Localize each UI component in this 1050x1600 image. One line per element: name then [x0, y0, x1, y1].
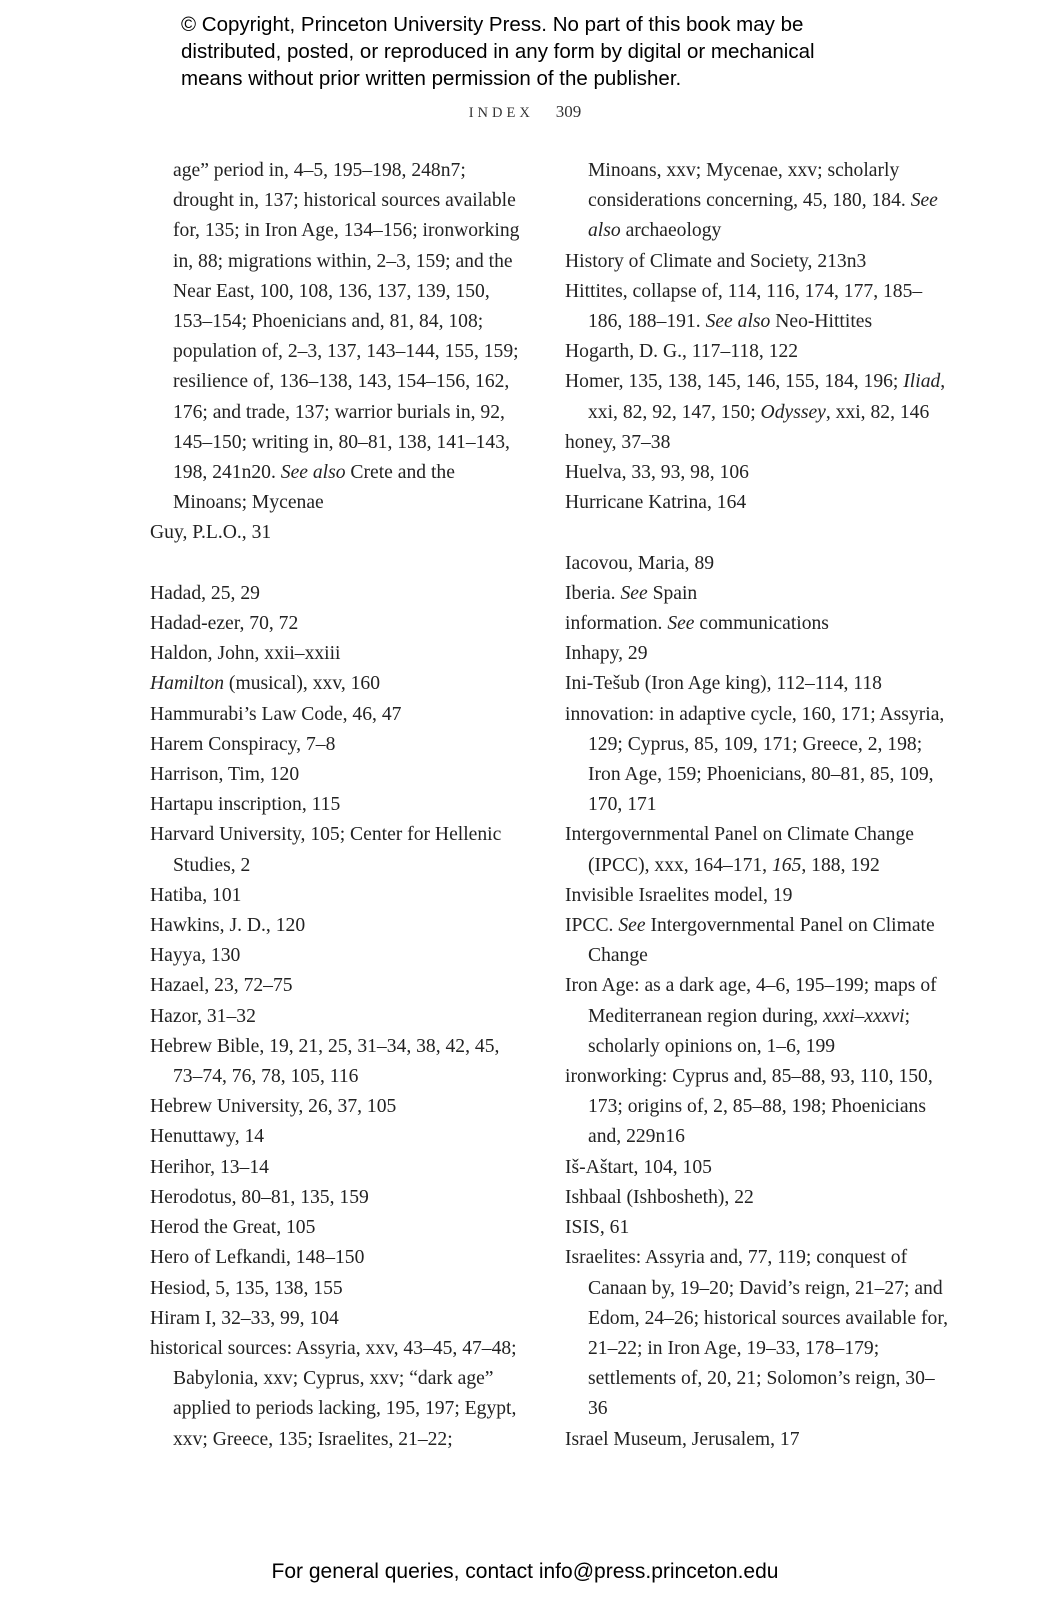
index-entry: Hammurabi’s Law Code, 46, 47 [150, 703, 402, 725]
index-entry: Hazor, 31–32 [150, 1005, 256, 1027]
index-entry: History of Climate and Society, 213n3 [565, 250, 867, 272]
index-entry: information. See communications [565, 613, 829, 635]
index-entry: Israelites: Assyria and, 77, 119; conquest of Canaan by, 19–20; David’s reign, 21–27; and Edom, 24–26; historical sources available for, 21–22; in Iron Age, 19–33, 178–179; settlements of, 20, 21; Solomon’s reign, 30–36 [565, 1247, 948, 1420]
index-entry: Hadad, 25, 29 [150, 582, 260, 604]
index-entry: Homer, 135, 138, 145, 146, 155, 184, 196; Iliad, xxi, 82, 92, 147, 150; Odyssey, xxi, 82, 146 [565, 371, 946, 423]
index-entry: Hittites, collapse of, 114, 116, 174, 177, 185–186, 188–191. See also Neo-Hittites [565, 280, 923, 333]
index-entry: Hero of Lefkandi, 148–150 [150, 1247, 365, 1269]
copyright-line: © Copyright, Princeton University Press. No part of this book may be [181, 13, 804, 36]
index-column-left [150, 156, 530, 1455]
index-entry: Ini-Tešub (Iron Age king), 112–114, 118 [565, 673, 882, 695]
index-entry: Hayya, 130 [150, 945, 241, 967]
index-entry: Harem Conspiracy, 7–8 [150, 733, 336, 755]
index-entry: Haldon, John, xxii–xxiii [150, 643, 341, 665]
copyright-notice [181, 11, 901, 92]
index-entry: Harrison, Tim, 120 [150, 764, 300, 786]
index-entry: ISIS, 61 [565, 1217, 630, 1239]
index-entry: ironworking: Cyprus and, 85–88, 93, 110, 150, 173; origins of, 2, 85–88, 198; Phoenicians and, 229n16 [565, 1066, 933, 1148]
index-entry: Henuttawy, 14 [150, 1126, 265, 1148]
index-entry: Guy, P.L.O., 31 [150, 522, 272, 544]
index-entry: Huelva, 33, 93, 98, 106 [565, 462, 749, 484]
index-entry: Hazael, 23, 72–75 [150, 975, 293, 997]
index-entry: Hadad-ezer, 70, 72 [150, 613, 299, 635]
letter-gap [565, 518, 950, 548]
index-entry: historical sources: Assyria, xxv, 43–45, 47–48; Babylonia, xxv; Cyprus, xxv; “dark age” applied to periods lacking, 195, 197; Egypt, xxv; Greece, 135; Israelites, 21–22; [150, 1337, 517, 1450]
index-entry: Hebrew University, 26, 37, 105 [150, 1096, 397, 1118]
index-entry-continuation: age” period in, 4–5, 195–198, 248n7; drought in, 137; historical sources available for, 135; in Iron Age, 134–156; ironworking in, 88; migrations within, 2–3, 159; and the Near East, 100, 108, 136, 137, 139, 150, 153–154; Phoenicians and, 81, 84, 108; population of, 2–3, 137, 143–144, 155, 159; resilience of, 136–138, 143, 154–156, 162, 176; and trade, 137; warrior burials in, 92, 145–150; writing in, 80–81, 138, 141–143, 198, 241n20. See also Crete and the Minoans; Mycenae [173, 160, 520, 514]
index-column-right [565, 156, 950, 1455]
index-entry: Hiram I, 32–33, 99, 104 [150, 1307, 339, 1329]
index-entry: Israel Museum, Jerusalem, 17 [565, 1428, 800, 1450]
index-entry: Herodotus, 80–81, 135, 159 [150, 1186, 369, 1208]
index-entry: Intergovernmental Panel on Climate Change (IPCC), xxx, 164–171, 165, 188, 192 [565, 824, 914, 876]
index-entry: Hamilton (musical), xxv, 160 [150, 673, 381, 695]
index-entry: Harvard University, 105; Center for Hellenic Studies, 2 [150, 824, 502, 876]
index-entry: Hogarth, D. G., 117–118, 122 [565, 341, 799, 363]
running-head [0, 100, 1050, 125]
index-entry: Iberia. See Spain [565, 582, 698, 604]
index-entry: Hesiod, 5, 135, 138, 155 [150, 1277, 343, 1299]
index-entry: Invisible Israelites model, 19 [565, 884, 793, 906]
letter-gap [150, 549, 530, 579]
index-entry: Herihor, 13–14 [150, 1156, 269, 1178]
running-head-title: INDEX [468, 105, 534, 121]
index-entry: Iacovou, Maria, 89 [565, 552, 715, 574]
index-entry: Herod the Great, 105 [150, 1217, 316, 1239]
index-entry: honey, 37–38 [565, 431, 671, 453]
index-entry: Iš-Aštart, 104, 105 [565, 1156, 712, 1178]
index-entry: Hawkins, J. D., 120 [150, 915, 306, 937]
index-entry: IPCC. See Intergovernmental Panel on Climate Change [565, 915, 935, 967]
copyright-line: distributed, posted, or reproduced in any form by digital or mechanical [181, 40, 815, 63]
index-entry: innovation: in adaptive cycle, 160, 171; Assyria, 129; Cyprus, 85, 109, 171; Greece, 2, 198; Iron Age, 159; Phoenicians, 80–81, 85, 109, 170, 171 [565, 703, 945, 816]
index-entry: Hartapu inscription, 115 [150, 794, 341, 816]
page-number: 309 [555, 102, 582, 121]
index-entry: Hurricane Katrina, 164 [565, 492, 747, 514]
index-entry-continuation: Minoans, xxv; Mycenae, xxv; scholarly considerations concerning, 45, 180, 184. See also archaeology [588, 160, 938, 242]
index-entry: Inhapy, 29 [565, 643, 648, 665]
index-entry: Iron Age: as a dark age, 4–6, 195–199; maps of Mediterranean region during, xxxi–xxxvi; scholarly opinions on, 1–6, 199 [565, 975, 937, 1057]
footer-contact: For general queries, contact info@press.princeton.edu [271, 1560, 779, 1583]
index-entry: Hebrew Bible, 19, 21, 25, 31–34, 38, 42, 45, 73–74, 76, 78, 105, 116 [150, 1035, 500, 1088]
index-entry: Ishbaal (Ishbosheth), 22 [565, 1186, 754, 1208]
index-entry: Hatiba, 101 [150, 884, 242, 906]
copyright-line: means without prior written permission of the publisher. [181, 67, 682, 90]
